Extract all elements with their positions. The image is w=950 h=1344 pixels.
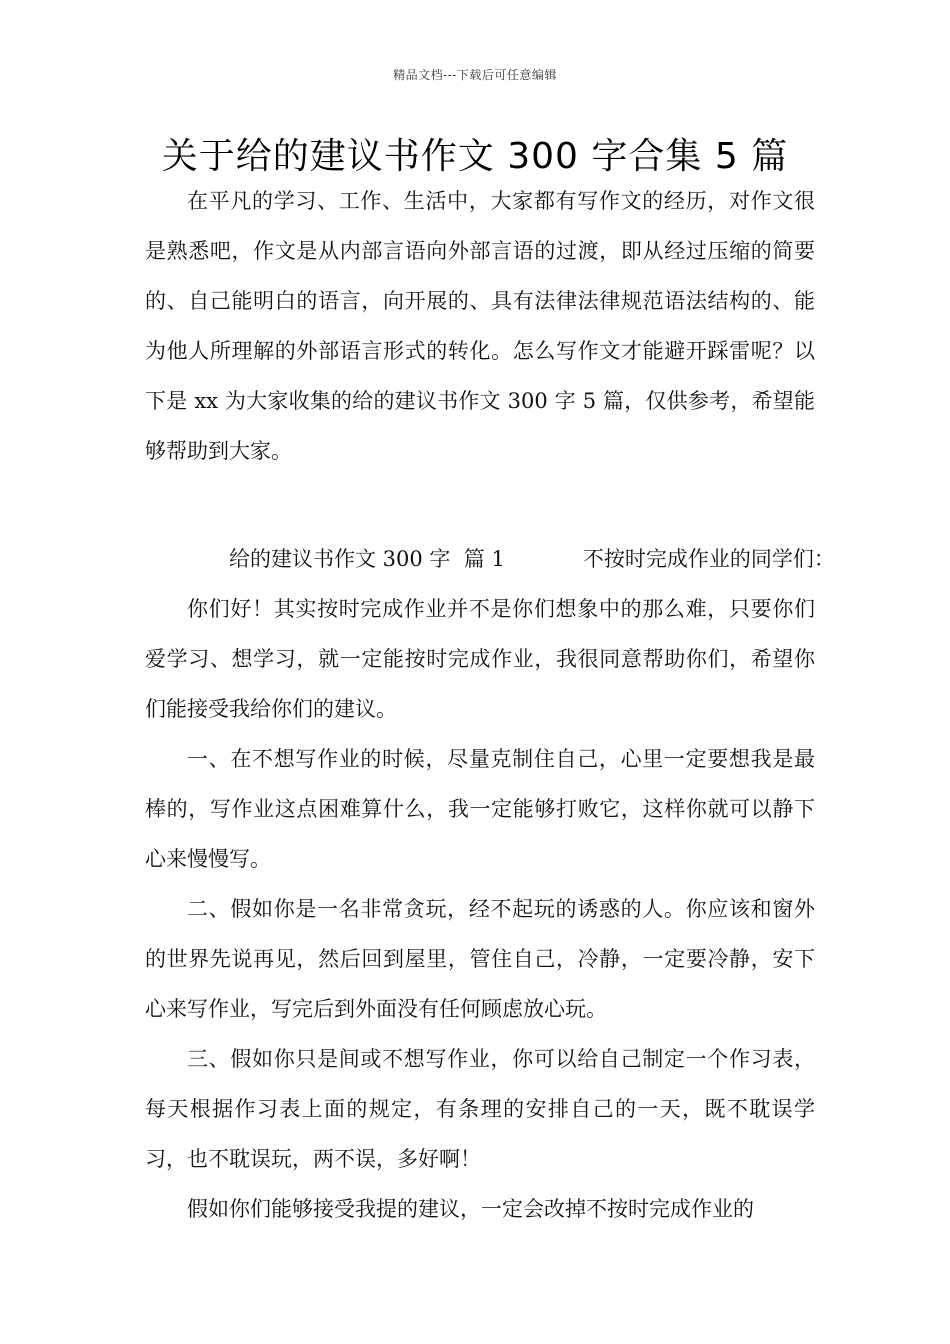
letter-greeting: 不按时完成作业的同学们： [582,547,835,571]
document-body [145,176,835,1234]
body-paragraph: 你们好！其实按时完成作业并不是你们想象中的那么难，只要你们爱学习、想学习，就一定能按时完成作业，我很同意帮助你们，希望你们能接受我给你们的建议。 [145,597,815,721]
document-title: 关于给的建议书作文 300 字合集 5 篇 [161,136,789,177]
page-header: 精品文档---下载后可任意编辑 [393,68,557,82]
section-heading-line [145,534,835,584]
body-paragraph: 一、在不想写作业的时候，尽量克制住自己，心里一定要想我是最棒的，写作业这点困难算什么，我一定能够打败它，这样你就可以静下心来慢慢写。 [145,747,815,871]
intro-paragraph: 在平凡的学习、工作、生活中，大家都有写作文的经历，对作文很是熟悉吧，作文是从内部言语向外部言语的过渡，即从经过压缩的简要的、自己能明白的语言，向开展的、具有法律法律规范语法结构的、能为他人所理解的外部语言形式的转化。怎么写作文才能避开踩雷呢？以下是 xx 为大家收集的给的建议书作文 300 字 5 篇，仅供参考，希望能够帮助到大家。 [145,189,815,463]
body-paragraph: 二、假如你是一名非常贪玩，经不起玩的诱惑的人。你应该和窗外的世界先说再见，然后回到屋里，管住自己，冷静，一定要冷静，安下心来写作业，写完后到外面没有任何顾虑放心玩。 [145,897,815,1021]
body-paragraph: 假如你们能够接受我提的建议，一定会改掉不按时完成作业的 [187,1197,754,1221]
section-title: 给的建议书作文 300 字 篇 1 [229,547,505,571]
body-paragraph: 三、假如你只是间或不想写作业，你可以给自己制定一个作习表，每天根据作习表上面的规定，有条理的安排自己的一天，既不耽误学习，也不耽误玩，两不误，多好啊！ [145,1047,815,1171]
